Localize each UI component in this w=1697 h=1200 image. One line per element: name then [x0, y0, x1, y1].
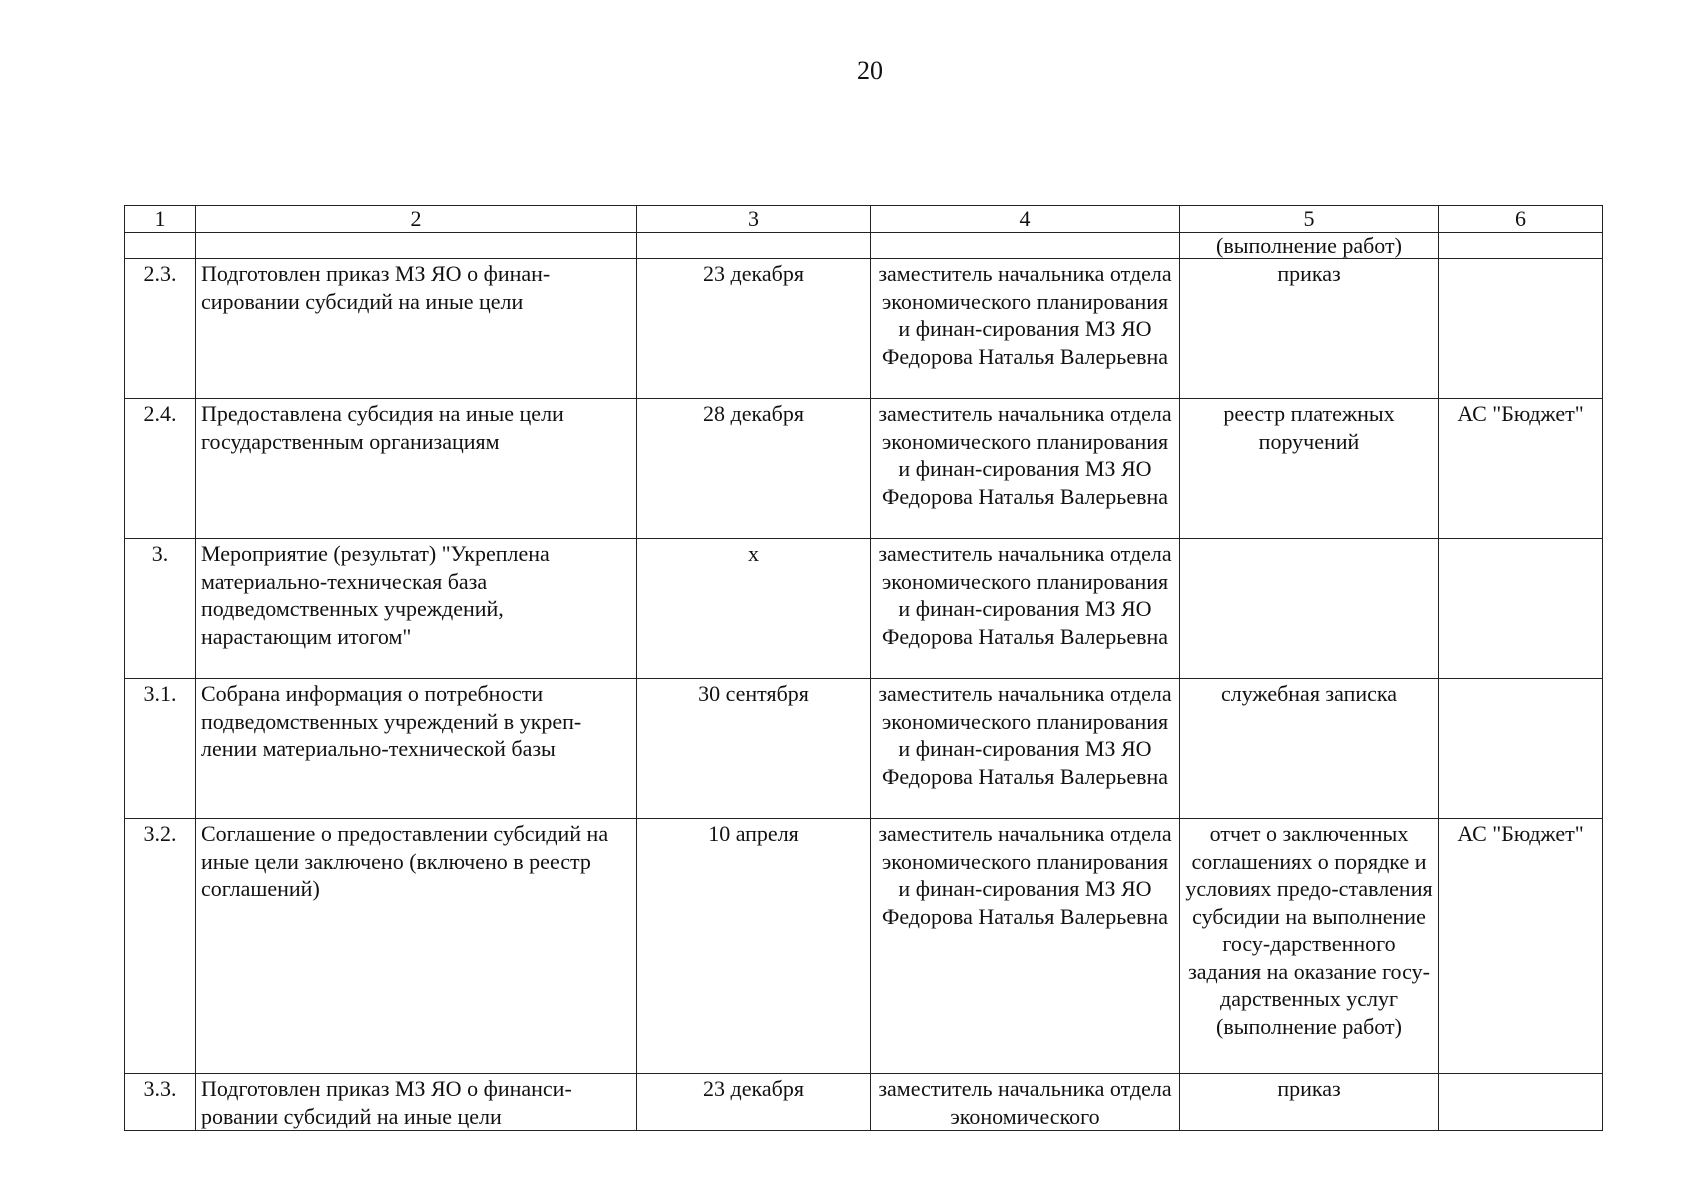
item-number: 3.1. — [125, 679, 196, 819]
date-cell: 10 апреля — [637, 819, 871, 1074]
document-cell — [1180, 539, 1439, 679]
system-cell — [1439, 1074, 1603, 1131]
document-cell: реестр платежных поручений — [1180, 399, 1439, 539]
responsible-cell: заместитель начальника отдела экономического планирования и финан-сирования МЗ ЯО Федорова Наталья Валерьевна — [871, 819, 1180, 1074]
date-cell: 23 декабря — [637, 259, 871, 399]
table-row — [125, 259, 1603, 399]
event-cell: Подготовлен приказ МЗ ЯО о финан-сировании субсидий на иные цели — [196, 259, 637, 399]
column-number: 5 — [1180, 206, 1439, 233]
date-cell: 30 сентября — [637, 679, 871, 819]
responsible-cell: заместитель начальника отдела экономического планирования и финан-сирования МЗ ЯО Федорова Наталья Валерьевна — [871, 679, 1180, 819]
document-cell: отчет о заключенных соглашениях о порядке и условиях предо-ставления субсидии на выполнение госу-дарственного задания на оказание госу-дарственных услуг (выполнение работ) — [1180, 819, 1439, 1074]
column-number-row — [125, 206, 1603, 233]
table-row — [125, 679, 1603, 819]
document-cell: служебная записка — [1180, 679, 1439, 819]
page-number: 20 — [857, 56, 883, 85]
event-cell: Подготовлен приказ МЗ ЯО о финанси-ровании субсидий на иные цели — [196, 1074, 637, 1131]
date-cell: х — [637, 539, 871, 679]
responsible-cell: заместитель начальника отдела экономического планирования и финан-сирования МЗ ЯО Федорова Наталья Валерьевна — [871, 399, 1180, 539]
responsible-cell: заместитель начальника отдела экономического планирования и финан-сирования МЗ ЯО Федорова Наталья Валерьевна — [871, 539, 1180, 679]
table-row — [125, 1074, 1603, 1131]
responsible-cell: заместитель начальника отдела экономического — [871, 1074, 1180, 1131]
column-number: 4 — [871, 206, 1180, 233]
system-cell — [1439, 679, 1603, 819]
continuation-row — [125, 233, 1603, 259]
system-cell: АС "Бюджет" — [1439, 819, 1603, 1074]
column-number: 3 — [637, 206, 871, 233]
item-number: 3.2. — [125, 819, 196, 1074]
document-cell: приказ — [1180, 259, 1439, 399]
table-row — [125, 399, 1603, 539]
date-cell: 23 декабря — [637, 1074, 871, 1131]
table-row — [125, 819, 1603, 1074]
event-cell: Предоставлена субсидия на иные цели государственным организациям — [196, 399, 637, 539]
event-cell: Собрана информация о потребности подведомственных учреждений в укреп-лении материально-технической базы — [196, 679, 637, 819]
column-number: 1 — [125, 206, 196, 233]
document-cell: приказ — [1180, 1074, 1439, 1131]
column-number: 2 — [196, 206, 637, 233]
continued-document-cell: (выполнение работ) — [1180, 233, 1439, 259]
event-cell: Соглашение о предоставлении субсидий на иные цели заключено (включено в реестр соглашений) — [196, 819, 637, 1074]
event-cell: Мероприятие (результат) "Укреплена материально-техническая база подведомственных учреждений, нарастающим итогом" — [196, 539, 637, 679]
date-cell: 28 декабря — [637, 399, 871, 539]
item-number: 3. — [125, 539, 196, 679]
item-number: 2.4. — [125, 399, 196, 539]
table-row — [125, 539, 1603, 679]
column-number: 6 — [1439, 206, 1603, 233]
system-cell — [1439, 539, 1603, 679]
system-cell — [1439, 259, 1603, 399]
responsible-cell: заместитель начальника отдела экономического планирования и финан-сирования МЗ ЯО Федорова Наталья Валерьевна — [871, 259, 1180, 399]
plan-table — [124, 205, 1603, 1131]
item-number: 3.3. — [125, 1074, 196, 1131]
item-number: 2.3. — [125, 259, 196, 399]
system-cell: АС "Бюджет" — [1439, 399, 1603, 539]
